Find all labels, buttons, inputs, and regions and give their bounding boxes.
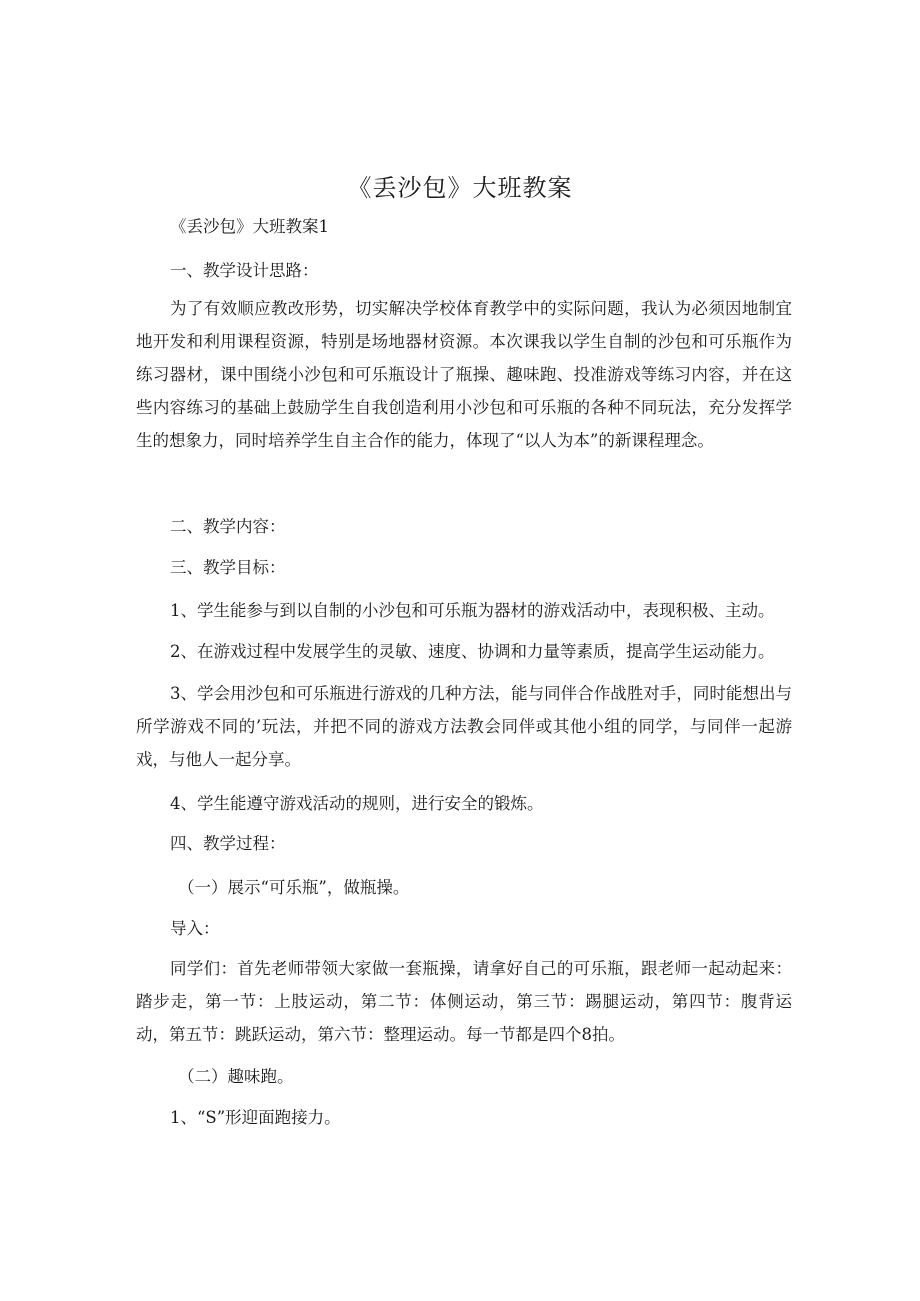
section-heading-goals: 三、教学目标： bbox=[170, 558, 286, 577]
fun-run-item-1: 1、“S”形迎面跑接力。 bbox=[170, 1108, 341, 1127]
intro-body: 同学们：首先老师带领大家做一套瓶操，请拿好自己的可乐瓶，跟老师一起动起来：踏步走，第一节：上肢运动，第二节：体侧运动，第三节：踢腿运动，第四节：腹背运动，第五节：跳跃运动，第六节：整理运动。每一节都是四个8拍。 bbox=[136, 959, 792, 1044]
document-subtitle: 《丢沙包》大班教案1 bbox=[170, 217, 329, 236]
step-heading-fun-run: （二）趣味跑。 bbox=[178, 1067, 294, 1086]
section-body-design: 为了有效顺应教改形势，切实解决学校体育教学中的实际问题，我认为必须因地制宜地开发和利用课程资源，特别是场地器材资源。本次课我以学生自制的沙包和可乐瓶作为练习器材，课中围绕小沙包和可乐瓶设计了瓶操、趣味跑、投准游戏等练习内容，并在这些内容练习的基础上鼓励学生自我创造利用小沙包和可乐瓶的各种不同玩法，充分发挥学生的想象力，同时培养学生自主合作的能力，体现了“以人为本”的新课程理念。 bbox=[136, 299, 792, 450]
section-heading-design: 一、教学设计思路： bbox=[170, 261, 319, 280]
goal-item-4: 4、学生能遵守游戏活动的规则，进行安全的锻炼。 bbox=[170, 794, 544, 813]
goal-item-1: 1、学生能参与到以自制的小沙包和可乐瓶为器材的游戏活动中，表现积极、主动。 bbox=[170, 601, 775, 620]
step-heading-bottle-exercise: （一）展示“可乐瓶”，做瓶操。 bbox=[178, 878, 410, 897]
document-title: 《丢沙包》大班教案 bbox=[347, 174, 573, 202]
intro-label: 导入： bbox=[170, 919, 220, 938]
goal-item-2: 2、在游戏过程中发展学生的灵敏、速度、协调和力量等素质，提高学生运动能力。 bbox=[170, 642, 775, 661]
section-heading-content: 二、教学内容： bbox=[170, 517, 286, 536]
goal-item-3: 3、学会用沙包和可乐瓶进行游戏的几种方法，能与同伴合作战胜对手，同时能想出与所学游戏不同的’玩法，并把不同的游戏方法教会同伴或其他小组的同学，与同伴一起游戏，与他人一起分享。 bbox=[136, 684, 792, 769]
section-heading-process: 四、教学过程： bbox=[170, 834, 286, 853]
